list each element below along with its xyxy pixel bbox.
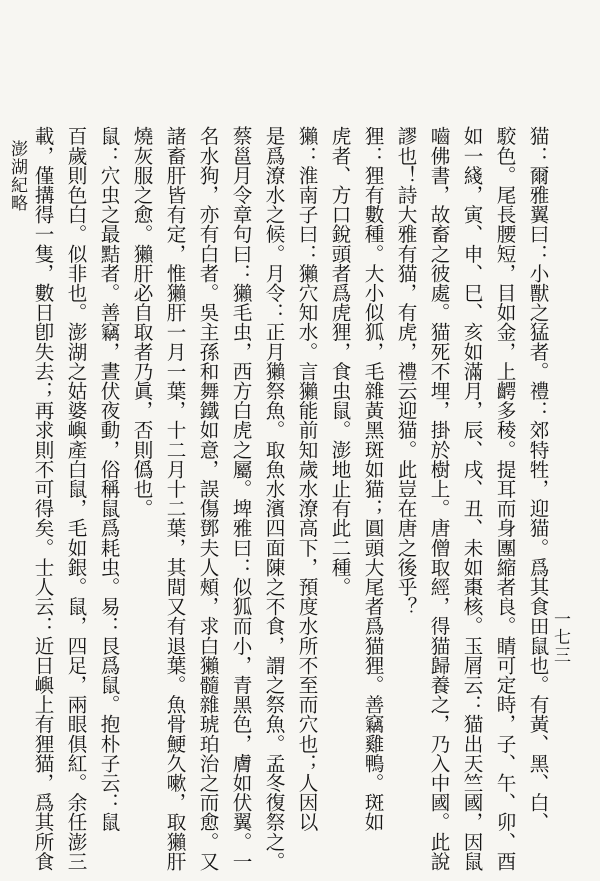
text-column: 虎者、方口銳頭者爲虎狸，食虫鼠。澎地止有此二種。 <box>328 126 351 597</box>
text-column: 是爲潦水之候。月令：正月獺祭魚。取魚水濱四面陳之不食，謂之祭魚。孟冬復祭之。 <box>262 126 285 871</box>
text-column: 猫：爾雅翼曰：小獸之猛者。禮：郊特牲，迎猫。爲其食田鼠也。有黃、黑、白、 <box>526 126 549 832</box>
text-column: 如一綫，寅、申、巳、亥如滿月，辰、戌、丑、未如棗核。玉屑云：猫出天竺國，因鼠 <box>460 126 483 871</box>
text-column: 載，僅搆得一隻，數日卽失去；再求則不可得矣。士人云：近日嶼上有狸猫，爲其所食 <box>31 126 54 871</box>
text-column: 鼠：穴虫之最黠者。善竊，晝伏夜動，俗稱鼠爲耗虫。易：艮爲鼠。抱朴子云：鼠 <box>97 126 120 832</box>
text-column: 蔡邕月令章句曰：獺毛虫，西方白虎之屬。埤雅曰：似狐而小，青黑色，膚如伏翼。一 <box>229 126 252 871</box>
book-title: 澎湖紀略 <box>7 140 27 212</box>
text-column: 嚙佛書，故畜之彼處。猫死不埋，掛於樹上。唐僧取經，得猫歸養之，乃入中國。此說 <box>427 126 450 871</box>
text-column: 燒灰服之愈。獺肝必自取者乃眞，否則僞也。 <box>130 126 153 518</box>
text-column: 名水狗，亦有白者。吳主孫和舞鐵如意，誤傷鄧夫人頰，求白獺髓雜琥珀治之而愈。又 <box>196 126 219 871</box>
text-column: 諸畜肝皆有定，惟獺肝一月一葉，十二月十二葉，其間又有退葉。魚骨鯁久嗽，取獺肝 <box>163 126 186 871</box>
text-column: 駮色。尾長腰短，目如金，上齶多稜。提耳而身團縮者良。睛可定時，子、午、卯、酉 <box>493 126 516 871</box>
page-number: 一七三 <box>550 610 570 664</box>
text-column: 狸：狸有數種。大小似狐，毛雜黃黑斑如猫；圓頭大尾者爲猫狸。善竊雞鴨。斑如 <box>361 126 384 832</box>
text-column: 百歲則色白。似非也。澎湖之姑婆嶼產白鼠，毛如銀。鼠，四足，兩眼俱紅。余任澎三 <box>64 126 87 871</box>
text-column: 謬也！詩大雅有猫，有虎，禮云迎猫。此豈在唐之後乎？ <box>394 126 417 616</box>
text-column: 獺：淮南子曰：獺穴知水。言獺能前知歲水潦高下，預度水所不至而穴也；人因以 <box>295 126 318 832</box>
